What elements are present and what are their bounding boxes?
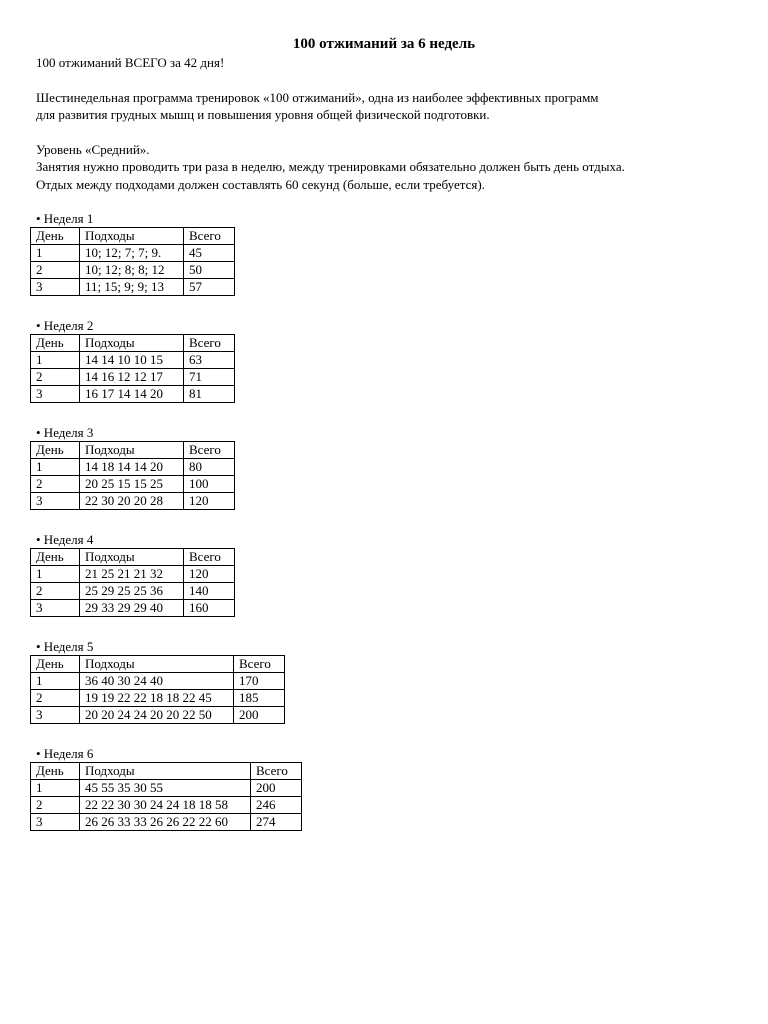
day-cell: 1 [31, 780, 80, 797]
total-cell: 160 [184, 600, 235, 617]
header-total: Всего [184, 442, 235, 459]
table-row [31, 279, 235, 296]
week-4-label: • Неделя 4 [36, 532, 94, 547]
table-row [31, 476, 235, 493]
sets-cell: 29 33 29 29 40 [80, 600, 184, 617]
day-cell: 3 [31, 279, 80, 296]
header-total: Всего [251, 763, 302, 780]
week-5-table [30, 655, 285, 724]
table-header-row [31, 549, 235, 566]
table-header-row [31, 335, 235, 352]
day-cell: 1 [31, 245, 80, 262]
table-row [31, 493, 235, 510]
sets-cell: 19 19 22 22 18 18 22 45 [80, 690, 234, 707]
week-2-label: • Неделя 2 [36, 318, 94, 333]
sets-cell: 14 18 14 14 20 [80, 459, 184, 476]
sets-cell: 14 14 10 10 15 [80, 352, 184, 369]
day-cell: 1 [31, 352, 80, 369]
header-sets: Подходы [80, 763, 251, 780]
header-total: Всего [184, 549, 235, 566]
sets-cell: 11; 15; 9; 9; 13 [80, 279, 184, 296]
header-sets: Подходы [80, 335, 184, 352]
sets-cell: 25 29 25 25 36 [80, 583, 184, 600]
header-sets: Подходы [80, 442, 184, 459]
day-cell: 2 [31, 583, 80, 600]
day-cell: 2 [31, 797, 80, 814]
table-row [31, 583, 235, 600]
intro-line-2: для развития грудных мышц и повышения уровня общей физической подготовки. [36, 107, 490, 122]
subtitle: 100 отжиманий ВСЕГО за 42 дня! [36, 55, 225, 70]
sets-cell: 21 25 21 21 32 [80, 566, 184, 583]
level-line-3: Отдых между подходами должен составлять 60 секунд (больше, если требуется). [36, 177, 485, 192]
header-day: День [31, 228, 80, 245]
sets-cell: 14 16 12 12 17 [80, 369, 184, 386]
header-day: День [31, 335, 80, 352]
sets-cell: 45 55 35 30 55 [80, 780, 251, 797]
day-cell: 2 [31, 369, 80, 386]
week-3-table [30, 441, 235, 510]
total-cell: 71 [184, 369, 235, 386]
week-5-label: • Неделя 5 [36, 639, 94, 654]
week-3-label: • Неделя 3 [36, 425, 94, 440]
table-row [31, 369, 235, 386]
week-1-label: • Неделя 1 [36, 211, 94, 226]
day-cell: 2 [31, 690, 80, 707]
day-cell: 2 [31, 262, 80, 279]
level-line-2: Занятия нужно проводить три раза в неделю, между тренировками обязательно должен быть день отдыха. [36, 159, 625, 174]
intro-line-1: Шестинедельная программа тренировок «100 отжиманий», одна из наиболее эффективных программ [36, 90, 599, 105]
sets-cell: 16 17 14 14 20 [80, 386, 184, 403]
header-day: День [31, 442, 80, 459]
header-total: Всего [184, 228, 235, 245]
week-6-label: • Неделя 6 [36, 746, 94, 761]
total-cell: 80 [184, 459, 235, 476]
day-cell: 3 [31, 386, 80, 403]
week-1-table [30, 227, 235, 296]
total-cell: 81 [184, 386, 235, 403]
sets-cell: 20 25 15 15 25 [80, 476, 184, 493]
table-row [31, 566, 235, 583]
table-row [31, 245, 235, 262]
header-day: День [31, 549, 80, 566]
total-cell: 200 [251, 780, 302, 797]
header-total: Всего [234, 656, 285, 673]
total-cell: 50 [184, 262, 235, 279]
total-cell: 45 [184, 245, 235, 262]
total-cell: 246 [251, 797, 302, 814]
sets-cell: 20 20 24 24 20 20 22 50 [80, 707, 234, 724]
day-cell: 3 [31, 707, 80, 724]
table-row [31, 780, 302, 797]
header-sets: Подходы [80, 228, 184, 245]
table-row [31, 459, 235, 476]
table-row [31, 386, 235, 403]
level-line-1: Уровень «Средний». [36, 142, 150, 157]
document-title: 100 отжиманий за 6 недель [292, 36, 476, 52]
table-row [31, 690, 285, 707]
table-row [31, 600, 235, 617]
total-cell: 120 [184, 566, 235, 583]
sets-cell: 22 30 20 20 28 [80, 493, 184, 510]
sets-cell: 26 26 33 33 26 26 22 22 60 [80, 814, 251, 831]
header-total: Всего [184, 335, 235, 352]
sets-cell: 10; 12; 8; 8; 12 [80, 262, 184, 279]
table-row [31, 797, 302, 814]
table-row [31, 673, 285, 690]
header-sets: Подходы [80, 549, 184, 566]
table-header-row [31, 442, 235, 459]
day-cell: 1 [31, 673, 80, 690]
table-header-row [31, 763, 302, 780]
header-day: День [31, 656, 80, 673]
total-cell: 170 [234, 673, 285, 690]
table-row [31, 814, 302, 831]
sets-cell: 10; 12; 7; 7; 9. [80, 245, 184, 262]
day-cell: 3 [31, 600, 80, 617]
table-row [31, 352, 235, 369]
week-2-table [30, 334, 235, 403]
total-cell: 200 [234, 707, 285, 724]
total-cell: 100 [184, 476, 235, 493]
table-header-row [31, 656, 285, 673]
week-4-table [30, 548, 235, 617]
day-cell: 2 [31, 476, 80, 493]
table-header-row [31, 228, 235, 245]
total-cell: 185 [234, 690, 285, 707]
table-row [31, 707, 285, 724]
total-cell: 274 [251, 814, 302, 831]
week-6-table [30, 762, 302, 831]
day-cell: 1 [31, 566, 80, 583]
header-day: День [31, 763, 80, 780]
total-cell: 63 [184, 352, 235, 369]
total-cell: 120 [184, 493, 235, 510]
day-cell: 3 [31, 493, 80, 510]
day-cell: 3 [31, 814, 80, 831]
day-cell: 1 [31, 459, 80, 476]
total-cell: 57 [184, 279, 235, 296]
table-row [31, 262, 235, 279]
total-cell: 140 [184, 583, 235, 600]
sets-cell: 36 40 30 24 40 [80, 673, 234, 690]
sets-cell: 22 22 30 30 24 24 18 18 58 [80, 797, 251, 814]
header-sets: Подходы [80, 656, 234, 673]
